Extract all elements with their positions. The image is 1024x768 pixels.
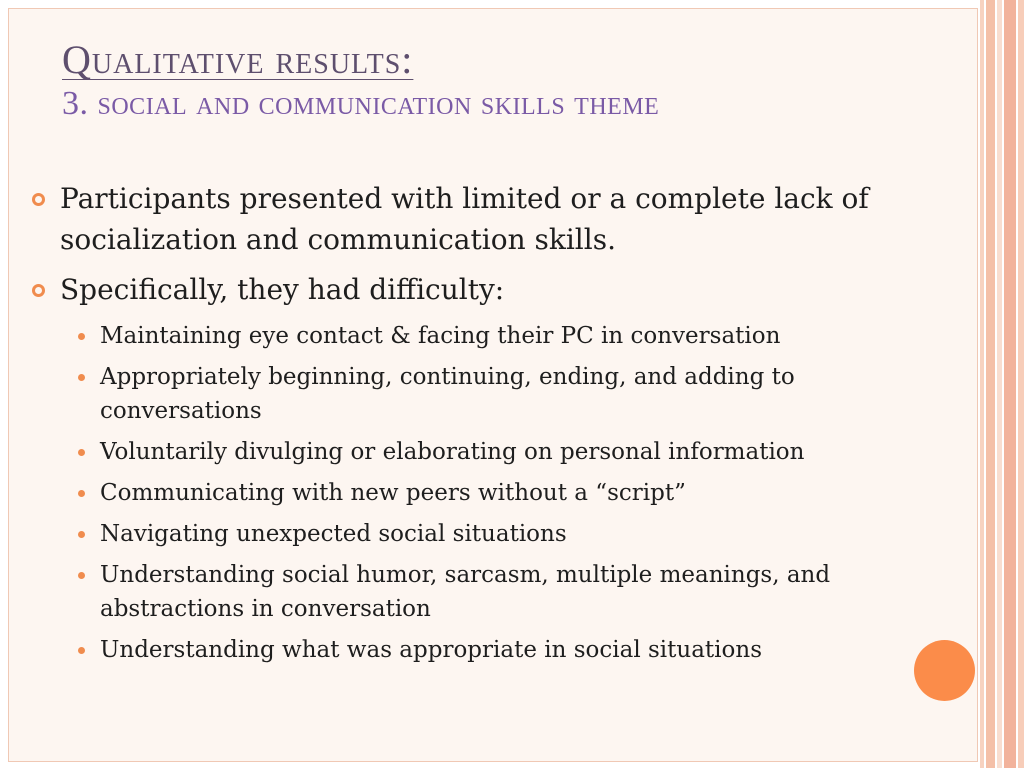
decor-stripe (1004, 0, 1016, 768)
bullet-text: Specifically, they had difficulty: (60, 273, 505, 306)
ring-bullet-icon (32, 193, 45, 206)
dot-bullet-icon (78, 490, 85, 497)
slide-title (62, 38, 942, 126)
dot-bullet-icon (78, 647, 85, 654)
sub-bullet-item (28, 517, 963, 551)
sub-bullet-text: Understanding what was appropriate in social situations (100, 637, 762, 663)
sub-bullet-item (28, 360, 963, 428)
bullet-item (28, 269, 963, 310)
sub-bullet-text: Navigating unexpected social situations (100, 521, 567, 547)
dot-bullet-icon (78, 449, 85, 456)
decor-stripe (986, 0, 995, 768)
decor-stripe (997, 0, 1002, 768)
title-line-2: 3. social and communication skills theme (62, 85, 660, 122)
sub-bullet-text: Appropriately beginning, continuing, ending, and adding to conversations (100, 364, 795, 424)
dot-bullet-icon (78, 374, 85, 381)
title-line-1: Qualitative results: (62, 37, 414, 82)
sub-bullet-item (28, 435, 963, 469)
sub-bullet-text: Communicating with new peers without a “script” (100, 480, 686, 506)
sub-bullet-item (28, 633, 963, 667)
sub-bullet-item (28, 558, 963, 626)
slide-body (28, 178, 963, 674)
sub-bullet-item (28, 476, 963, 510)
sub-bullet-item (28, 319, 963, 353)
decor-circle (914, 640, 975, 701)
decor-stripe (980, 0, 984, 768)
dot-bullet-icon (78, 531, 85, 538)
dot-bullet-icon (78, 572, 85, 579)
dot-bullet-icon (78, 333, 85, 340)
bullet-text: Participants presented with limited or a complete lack of socialization and communication skills. (60, 182, 869, 256)
sub-bullet-text: Maintaining eye contact & facing their PC in conversation (100, 323, 781, 349)
sub-bullet-text: Voluntarily divulging or elaborating on personal information (100, 439, 805, 465)
bullet-item (28, 178, 963, 260)
decor-stripe (1018, 0, 1024, 768)
ring-bullet-icon (32, 284, 45, 297)
sub-bullet-text: Understanding social humor, sarcasm, multiple meanings, and abstractions in conversation (100, 562, 831, 622)
